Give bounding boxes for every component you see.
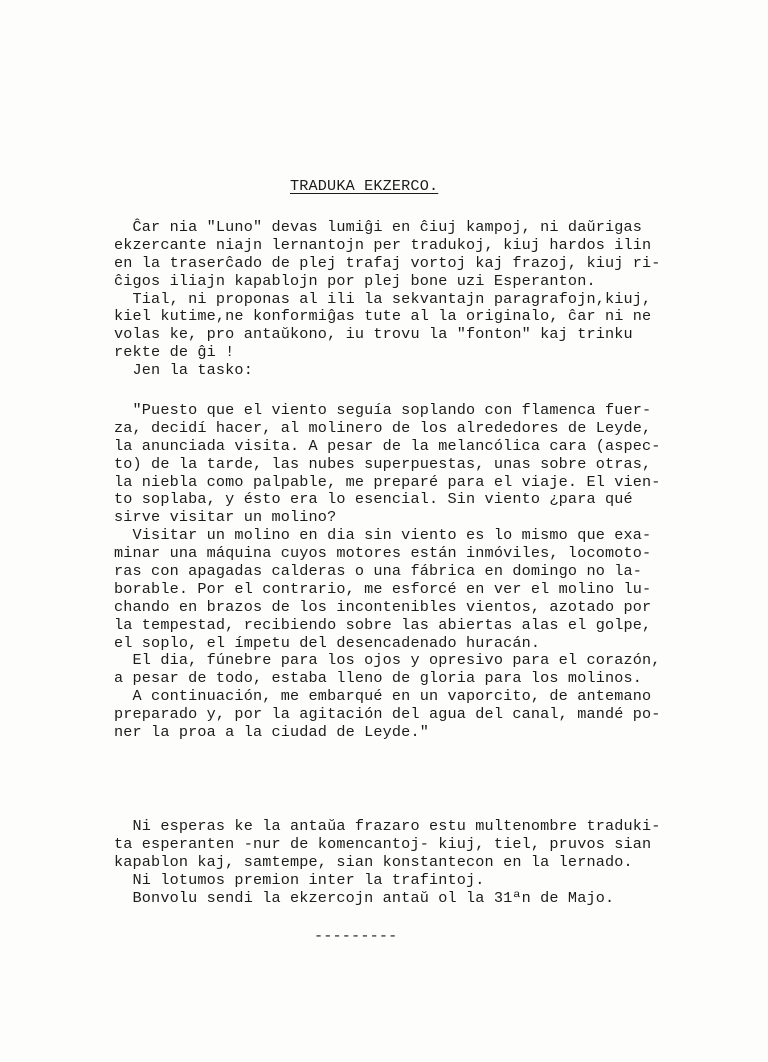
intro-line: Ĉar nia "Luno" devas lumiĝi en ĉiuj kampoj, ni daŭrigas (114, 218, 643, 236)
quote-line: preparado y, por la agitación del agua del canal, mandé po- (114, 705, 661, 724)
outro-line: Ni esperas ke la antaŭa frazaro estu multenombre traduki- (114, 817, 661, 835)
quote-line: to) de la tarde, las nubes superpuestas, unas sobre otras, (114, 454, 652, 473)
intro-paragraphs (114, 219, 674, 380)
intro-line: Tial, ni proponas al ili la sekvantajn paragrafojn,kiuj, (114, 289, 652, 308)
quote-line: borable. Por el contrario, me esforcé en ver el molino lu- (114, 579, 652, 598)
outro-line: kapablon kaj, samtempe, sian konstantecon en la lernado. (114, 852, 633, 871)
intro-line: ekzercante niajn lernantojn per tradukoj, kiuj hardos ilin (114, 235, 652, 254)
quote-line: to soplaba, y ésto era lo esencial. Sin viento ¿para qué (114, 490, 633, 509)
outro-line: Bonvolu sendi la ekzercojn antaŭ ol la 31ªn de Majo. (114, 888, 615, 907)
quote-line: sirve visitar un molino? (114, 508, 337, 527)
quote-line: la niebla como palpable, me preparé para el viaje. El vien- (114, 472, 661, 491)
quote-line: el soplo, el ímpetu del desencadenado huracán. (114, 633, 541, 652)
quote-line: chando en brazos de los incontenibles vientos, azotado por (114, 597, 652, 616)
quote-line: Visitar un molino en dia sin viento es lo mismo que exa- (114, 526, 652, 545)
intro-line: kiel kutime,ne konformiĝas tute al la originalo, ĉar ni ne (114, 307, 652, 326)
intro-line: rekte de ĝi ! (114, 343, 235, 362)
separator-dashes: --------- (314, 927, 398, 945)
quote-line: a pesar de todo, estaba lleno de gloria para los molinos. (114, 669, 643, 688)
intro-line: Jen la tasko: (114, 361, 253, 380)
quote-line: minar una máquina cuyos motores están inmóviles, locomoto- (114, 544, 652, 563)
quote-line: la anunciada visita. A pesar de la melancólica cara (aspec- (114, 436, 661, 455)
quote-line: ner la proa a la ciudad de Leyde." (114, 723, 429, 742)
intro-line: en la traserĉado de plej trafaj vortoj kaj frazoj, kiuj ri- (114, 253, 661, 272)
closing-paragraphs (114, 818, 674, 907)
quote-line: la tempestad, recibiendo sobre las abiertas alas el golpe, (114, 615, 652, 634)
quote-line: ras con apagadas calderas o una fábrica en domingo no la- (114, 562, 643, 581)
quote-line: El dia, fúnebre para los ojos y opresivo para el corazón, (114, 651, 661, 670)
outro-line: Ni lotumos premion inter la trafintoj. (114, 870, 485, 889)
outro-line: ta esperanten -nur de komencantoj- kiuj, tiel, pruvos sian (114, 834, 652, 853)
quote-line: A continuación, me embarqué en un vaporcito, de antemano (114, 687, 652, 706)
intro-line: ĉigos iliajn kapablojn por plej bone uzi Esperanton. (114, 271, 596, 290)
spanish-quote-passage (114, 402, 674, 742)
intro-line: volas ke, pro antaŭkono, iu trovu la "fonton" kaj trinku (114, 325, 633, 344)
quote-line: "Puesto que el viento seguía soplando con flamenca fuer- (114, 401, 652, 419)
quote-line: za, decidí hacer, al molinero de los alrededores de Leyde, (114, 418, 652, 437)
page-title: TRADUKA EKZERCO. (290, 177, 439, 195)
